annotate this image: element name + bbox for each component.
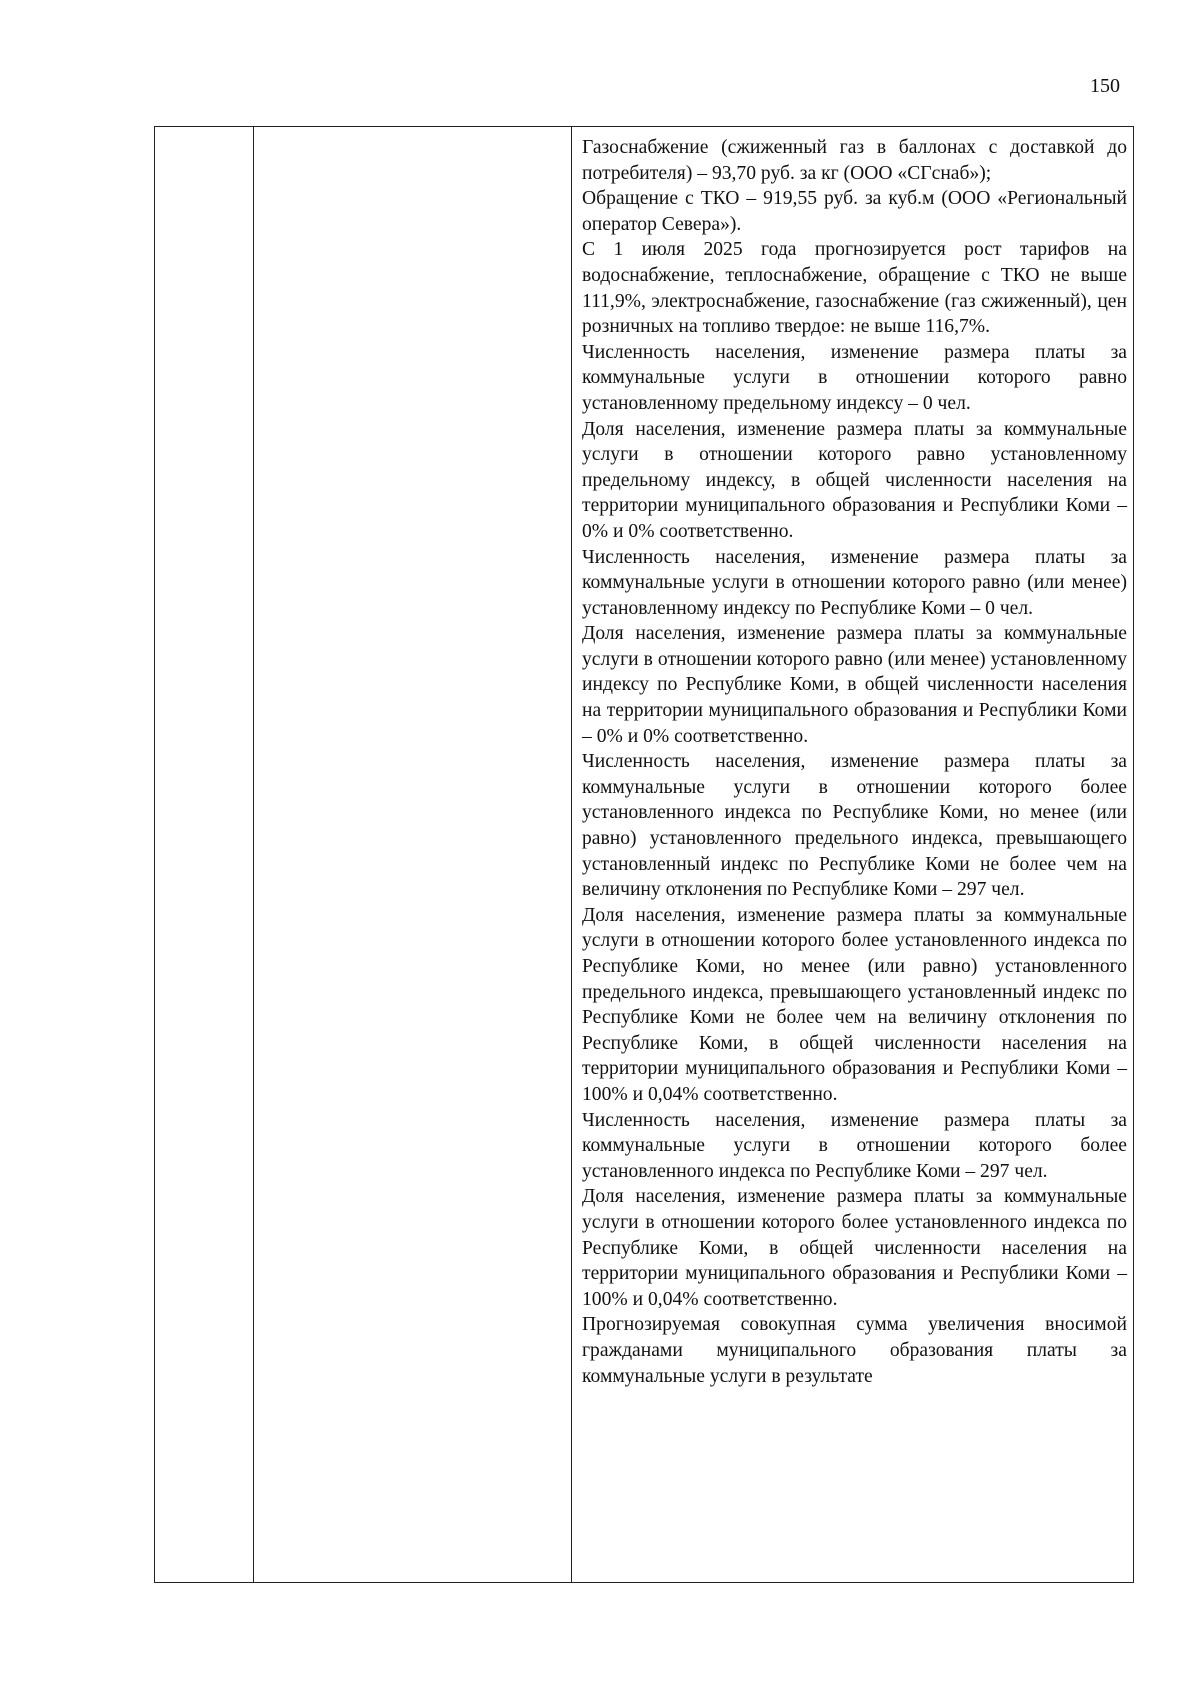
paragraph-share-max-index: Доля населения, изменение размера платы за коммунальные услуги в отношении которого равно установленному предельному индексу, в общей численности населения на территории муниципального образования и Республики Коми – 0% и 0% соответственно. xyxy=(582,418,1127,542)
paragraph-tariff-growth: С 1 июля 2025 года прогнозируется рост тарифов на водоснабжение, теплоснабжение, обращение с ТКО не выше 111,9%, электроснабжение, газоснабжение (газ сжиженный), цен розничных на топливо твердое: не выше 116,7%. xyxy=(582,239,1127,338)
paragraph-share-deviation: Доля населения, изменение размера платы за коммунальные услуги в отношении которого более установленного индекса по Республике Коми, но менее (или равно) установленного предельного индекса, превышающего установленный индекс по Республике Коми не более чем на величину отклонения по Республике Коми, в общей численности населения на территории муниципального образования и Республики Коми – 100% и 0,04% соответственно. xyxy=(582,904,1127,1105)
table-cell-description xyxy=(572,127,1134,1583)
paragraph-population-max-index: Численность населения, изменение размера платы за коммунальные услуги в отношении которого равно установленному предельному индексу – 0 чел. xyxy=(582,341,1127,414)
paragraph-population-above-index: Численность населения, изменение размера платы за коммунальные услуги в отношении которого более установленного индекса по Республике Коми – 297 чел. xyxy=(582,1109,1127,1182)
paragraph-share-komi-index: Доля населения, изменение размера платы за коммунальные услуги в отношении которого равно (или менее) установленному индексу по Республике Коми, в общей численности населения на территории муниципального образования и Республики Коми – 0% и 0% соответственно. xyxy=(582,623,1127,747)
paragraph-population-komi-index: Численность населения, изменение размера платы за коммунальные услуги в отношении которого равно (или менее) установленному индексу по Республике Коми – 0 чел. xyxy=(582,546,1127,619)
paragraph-share-above-index: Доля населения, изменение размера платы за коммунальные услуги в отношении которого более установленного индекса по Республике Коми, в общей численности населения на территории муниципального образования и Республики Коми – 100% и 0,04% соответственно. xyxy=(582,1186,1127,1310)
paragraph-waste-handling: Обращение с ТКО – 919,55 руб. за куб.м (ООО «Региональный оператор Севера»). xyxy=(582,188,1127,235)
document-table xyxy=(154,126,1134,1583)
description-text xyxy=(572,127,1133,1389)
table-cell-number xyxy=(155,127,254,1583)
paragraph-gas-supply: Газоснабжение (сжиженный газ в баллонах с доставкой до потребителя) – 93,70 руб. за кг (ООО «СГснаб»); xyxy=(582,137,1127,184)
paragraph-population-deviation: Численность населения, изменение размера платы за коммунальные услуги в отношении которого более установленного индекса по Республике Коми, но менее (или равно) установленного предельного индекса, превышающего установленный индекс по Республике Коми не более чем на величину отклонения по Республике Коми – 297 чел. xyxy=(582,751,1127,901)
table-cell-indicator xyxy=(254,127,572,1583)
page-number: 150 xyxy=(1090,75,1120,97)
paragraph-forecast-sum: Прогнозируемая совокупная сумма увеличения вносимой гражданами муниципального образования платы за коммунальные услуги в результате xyxy=(582,1314,1127,1387)
table-row xyxy=(155,127,1134,1583)
